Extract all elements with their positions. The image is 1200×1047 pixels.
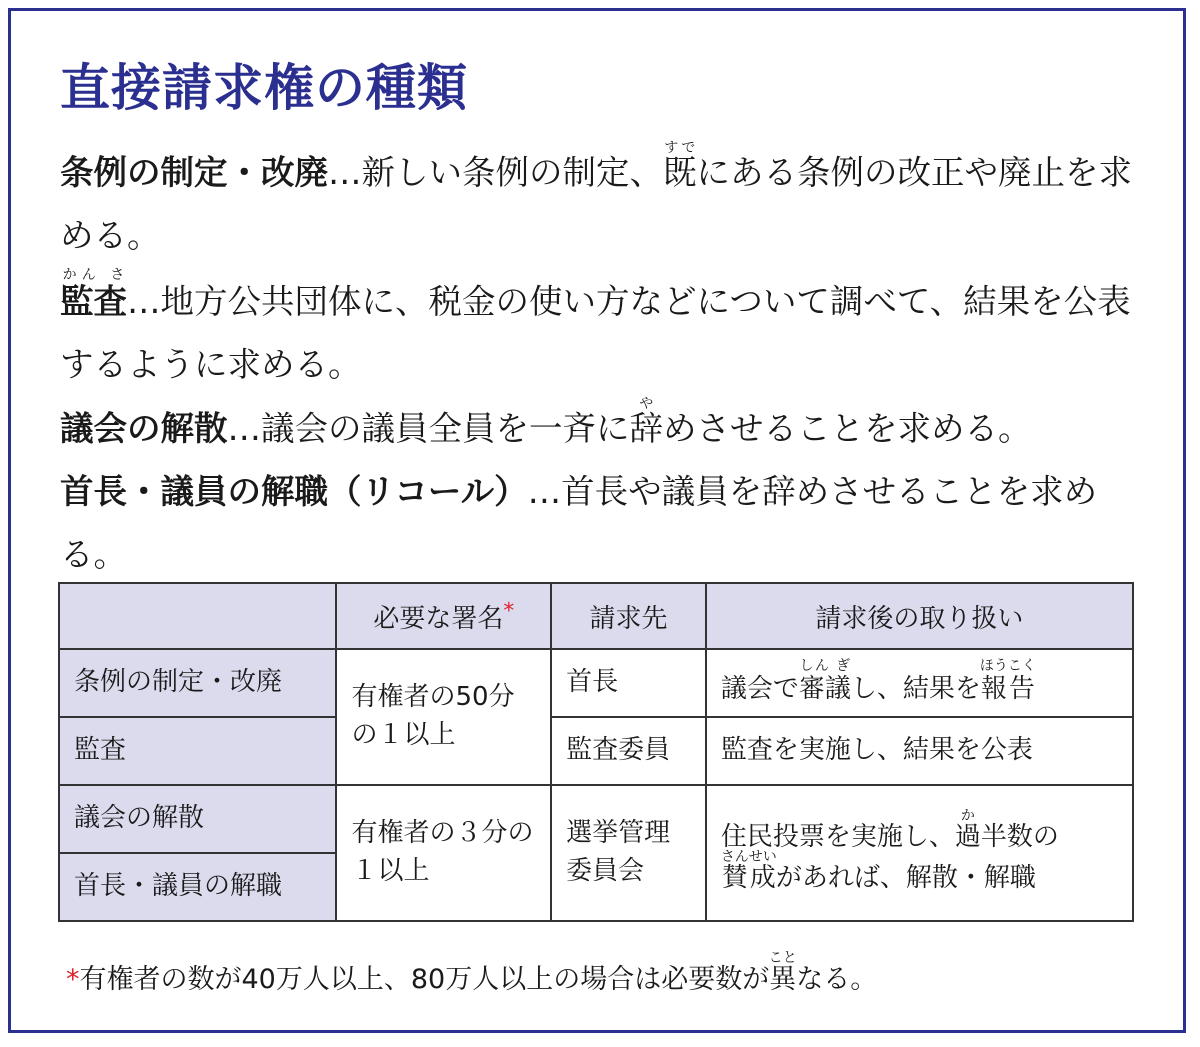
table-row-header: 首長・議員の解職 [59, 853, 336, 921]
table-row [59, 785, 1133, 853]
table-row-header: 条例の制定・改廃 [59, 649, 336, 717]
item-term: 議会の解散 [60, 409, 228, 448]
ruby-word: 辞や [629, 396, 663, 448]
table-row [59, 649, 1133, 717]
asterisk-icon: * [66, 964, 80, 995]
footnote: *有権者の数が40万人以上、80万人以上の場合は必要数が異ことなる。 [66, 950, 878, 995]
table-cell-target: 選挙管理委員会 [551, 785, 706, 921]
page-title: 直接請求権の種類 [60, 59, 468, 117]
table-row [59, 717, 1133, 785]
ruby-word: 異こと [768, 950, 797, 995]
table-cell-target: 監査委員 [551, 717, 706, 785]
table-header-cell: 必要な署名* [336, 583, 551, 649]
table-cell-signature: 有権者の50分の１以上 [336, 649, 551, 785]
table-cell-signature: 有権者の３分の１以上 [336, 785, 551, 921]
table-cell-handling: 住民投票を実施し、過か半数の 賛成さんせいがあれば、解散・解職 [706, 785, 1133, 921]
asterisk-icon: * [503, 597, 515, 623]
ruby-word: 既すで [663, 140, 697, 192]
item-term: 監査かん さ [60, 267, 127, 321]
table-header-cell [59, 583, 336, 649]
table-row-header: 議会の解散 [59, 785, 336, 853]
table-cell-target: 首長 [551, 649, 706, 717]
item-ordinance: 条例の制定・改廃…新しい条例の制定、既すでにある条例の改正や廃止を求める。 [60, 140, 1132, 255]
table-row-header: 監査 [59, 717, 336, 785]
item-recall: 首長・議員の解職（リコール）…首長や議員を辞めさせることを求める。 [60, 472, 1098, 574]
table-cell-handling: 監査を実施し、結果を公表 [706, 717, 1133, 785]
item-audit: 監査かん さ…地方公共団体に、税金の使い方などについて調べて、結果を公表するように求める。 [60, 267, 1131, 384]
table-header-row [59, 583, 1133, 649]
table-cell-handling: 議会で審議しん ぎし、結果を報告ほうこく [706, 649, 1133, 717]
item-term: 首長・議員の解職（リコール） [60, 472, 528, 511]
table-header-cell: 請求先 [551, 583, 706, 649]
table-header-cell: 請求後の取り扱い [706, 583, 1133, 649]
item-term: 条例の制定・改廃 [60, 153, 328, 192]
item-dissolution: 議会の解散…議会の議員全員を一斉に辞やめさせることを求める。 [60, 396, 1032, 448]
body-text [60, 140, 1145, 586]
direct-request-table [58, 582, 1134, 922]
